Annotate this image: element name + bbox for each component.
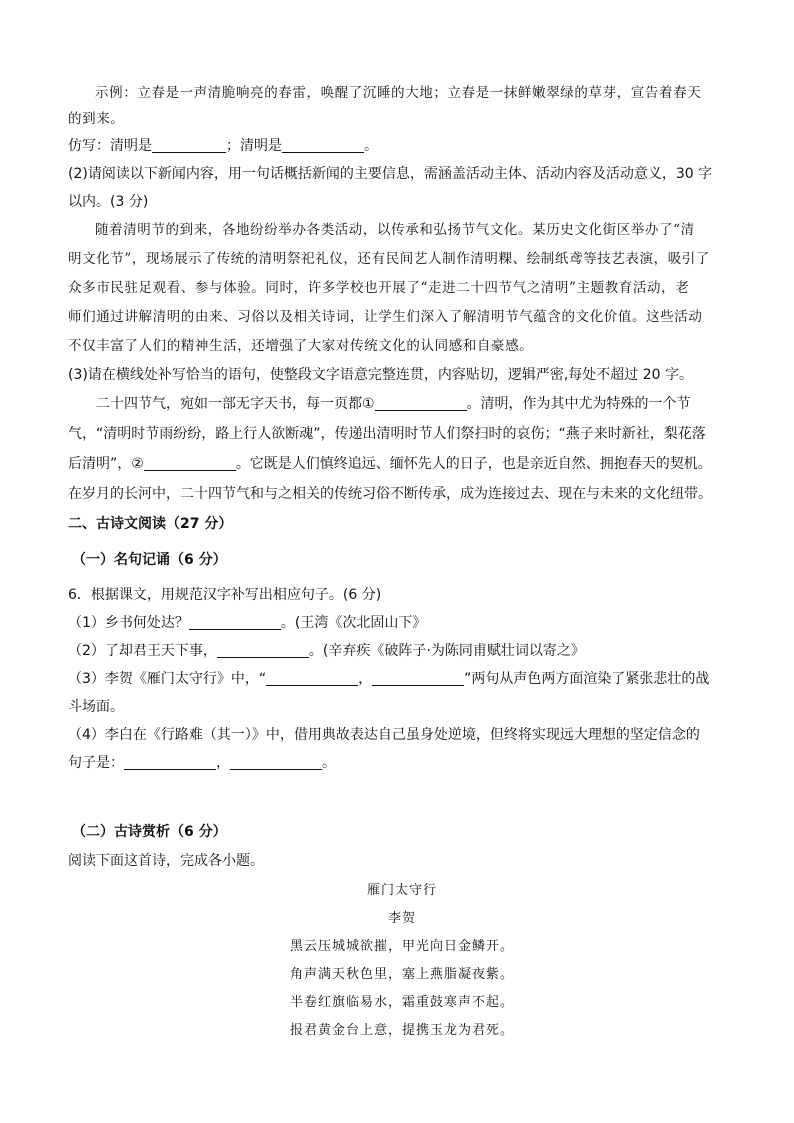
q6-item-4: （4）李白在《行路难（其一）》中，借用典故表达自己虽身处逆境，但终将实现远大理想的坚定信念的 (68, 727, 700, 743)
poem-line: 报君黄金台上意，提携玉龙为君死。 (289, 1023, 514, 1038)
p3-text: 。它既是人们慎终追远、缅怀先人的日子，也是亲近自然、拥抱春天的契机。 (235, 456, 712, 472)
news-line: 众多市民驻足观看、参与体验。同时，许多学校也开展了“走进二十四节气之清明”主题教育活动，老 (68, 280, 690, 296)
poem-line: 角声满天秋色里，塞上燕脂凝夜紫。 (289, 967, 514, 982)
p3-text: 二十四节气，宛如一部无字天书，每一页都① (96, 396, 375, 412)
answer-blank-2[interactable] (144, 454, 236, 471)
q6-text: 。 (322, 755, 336, 771)
subsection-heading-1: （一）名句记诵（6 分） (72, 552, 227, 568)
news-line: 随着清明节的到来，各地纷纷举办各类活动，以传承和弘扬节气文化。某历史文化街区举办了“清 (95, 222, 695, 238)
p3-title: (3)请在横线处补写恰当的语句，使整段文字语意完整连贯，内容贴切，逻辑严密,每处不超过 20 字。 (68, 367, 693, 383)
p3-line-3 (68, 449, 736, 479)
answer-blank-1[interactable] (375, 394, 467, 411)
answer-blank[interactable] (372, 669, 464, 686)
q6-item-3-cont: 斗场面。 (68, 699, 124, 715)
q6-item-4-cont (68, 749, 736, 777)
example-line-1: 示例：立春是一声清脆响亮的春雷，唤醒了沉睡的大地；立春是一抹鲜嫩翠绿的草芽，宣告着春天 (95, 85, 702, 101)
poem-line: 黑云压城城欲摧，甲光向日金鳞开。 (289, 939, 514, 954)
answer-blank[interactable] (266, 669, 358, 686)
q6-text: 句子是： (68, 755, 124, 771)
q6-item-1 (68, 609, 736, 637)
p3-line-2: 气，“清明时节雨纷纷，路上行人欲断魂”，传递出清明时节人们祭扫时的哀伤；“燕子来时新社，梨花落 (68, 426, 706, 442)
q6-text: ”两句从声色两方面渲染了紧张悲壮的战 (464, 671, 710, 687)
news-passage (68, 216, 736, 361)
q6-text: （3）李贺《雁门太守行》中，“ (68, 671, 267, 687)
poem-line: 半卷红旗临易水，霜重鼓寒声不起。 (289, 995, 514, 1010)
exam-page (68, 80, 736, 1045)
imitate-end: 。 (364, 138, 378, 154)
answer-blank[interactable] (230, 753, 322, 770)
news-line: 明文化节”，现场展示了传统的清明祭祀礼仪，还有民间艺人制作清明粿、绘制纸鸢等技艺表演，吸引了 (68, 251, 710, 267)
read-intro: 阅读下面这首诗，完成各小题。 (68, 853, 264, 869)
imitate-mid: ；清明是 (226, 138, 282, 154)
imitate-prefix: 仿写：清明是 (68, 138, 152, 154)
p3-text: 后清明”，② (68, 456, 144, 472)
q6-text: （1）乡书何处达？ (68, 615, 189, 631)
q6-text: （2）了却君王天下事， (68, 643, 217, 659)
subsection-heading-2: （二）古诗赏析（6 分） (72, 824, 227, 840)
news-line: 师们通过讲解清明的由来、习俗以及相关诗词，让学生们深入了解清明节气蕴含的文化价值。这些活动 (68, 309, 703, 325)
q6-item-2 (68, 637, 736, 665)
p3-text: 。清明，作为其中尤为特殊的一个节 (466, 396, 691, 412)
q6-text: ， (216, 755, 230, 771)
poem-title: 雁门太守行 (366, 883, 437, 898)
example-line-2: 的到来。 (68, 111, 125, 127)
q6-text: ， (358, 671, 373, 687)
answer-blank[interactable] (189, 613, 281, 630)
imitate-line (68, 132, 736, 160)
answer-blank[interactable] (124, 753, 216, 770)
p3-line-4: 在岁月的长河中，二十四节气和与之相关的传统习俗不断传承，成为连接过去、现在与未来的文化纽带。 (68, 486, 712, 502)
answer-blank[interactable] (282, 136, 364, 153)
section-heading: 二、古诗文阅读（27 分） (68, 516, 233, 532)
p3-line-1 (68, 389, 736, 419)
p2-title-line-2: 以内。(3 分) (68, 194, 149, 210)
q6-item-3 (68, 665, 736, 693)
q6-text: 。(辛弃疾《破阵子·为陈同甫赋壮词以寄之》 (308, 643, 585, 659)
q6-text: 。(王湾《次北固山下》 (280, 615, 427, 631)
poem (68, 877, 736, 1045)
q6-title: 6．根据课文，用规范汉字补写出相应句子。(6 分) (68, 587, 382, 603)
p2-title-line-1: (2)请阅读以下新闻内容，用一句话概括新闻的主要信息，需涵盖活动主体、活动内容及活动意义，30 字 (68, 166, 713, 182)
answer-blank[interactable] (217, 641, 309, 658)
poem-author: 李贺 (387, 911, 416, 926)
news-line: 不仅丰富了人们的精神生活，还增强了大家对传统文化的认同感和自豪感。 (68, 338, 534, 354)
answer-blank[interactable] (152, 136, 226, 153)
